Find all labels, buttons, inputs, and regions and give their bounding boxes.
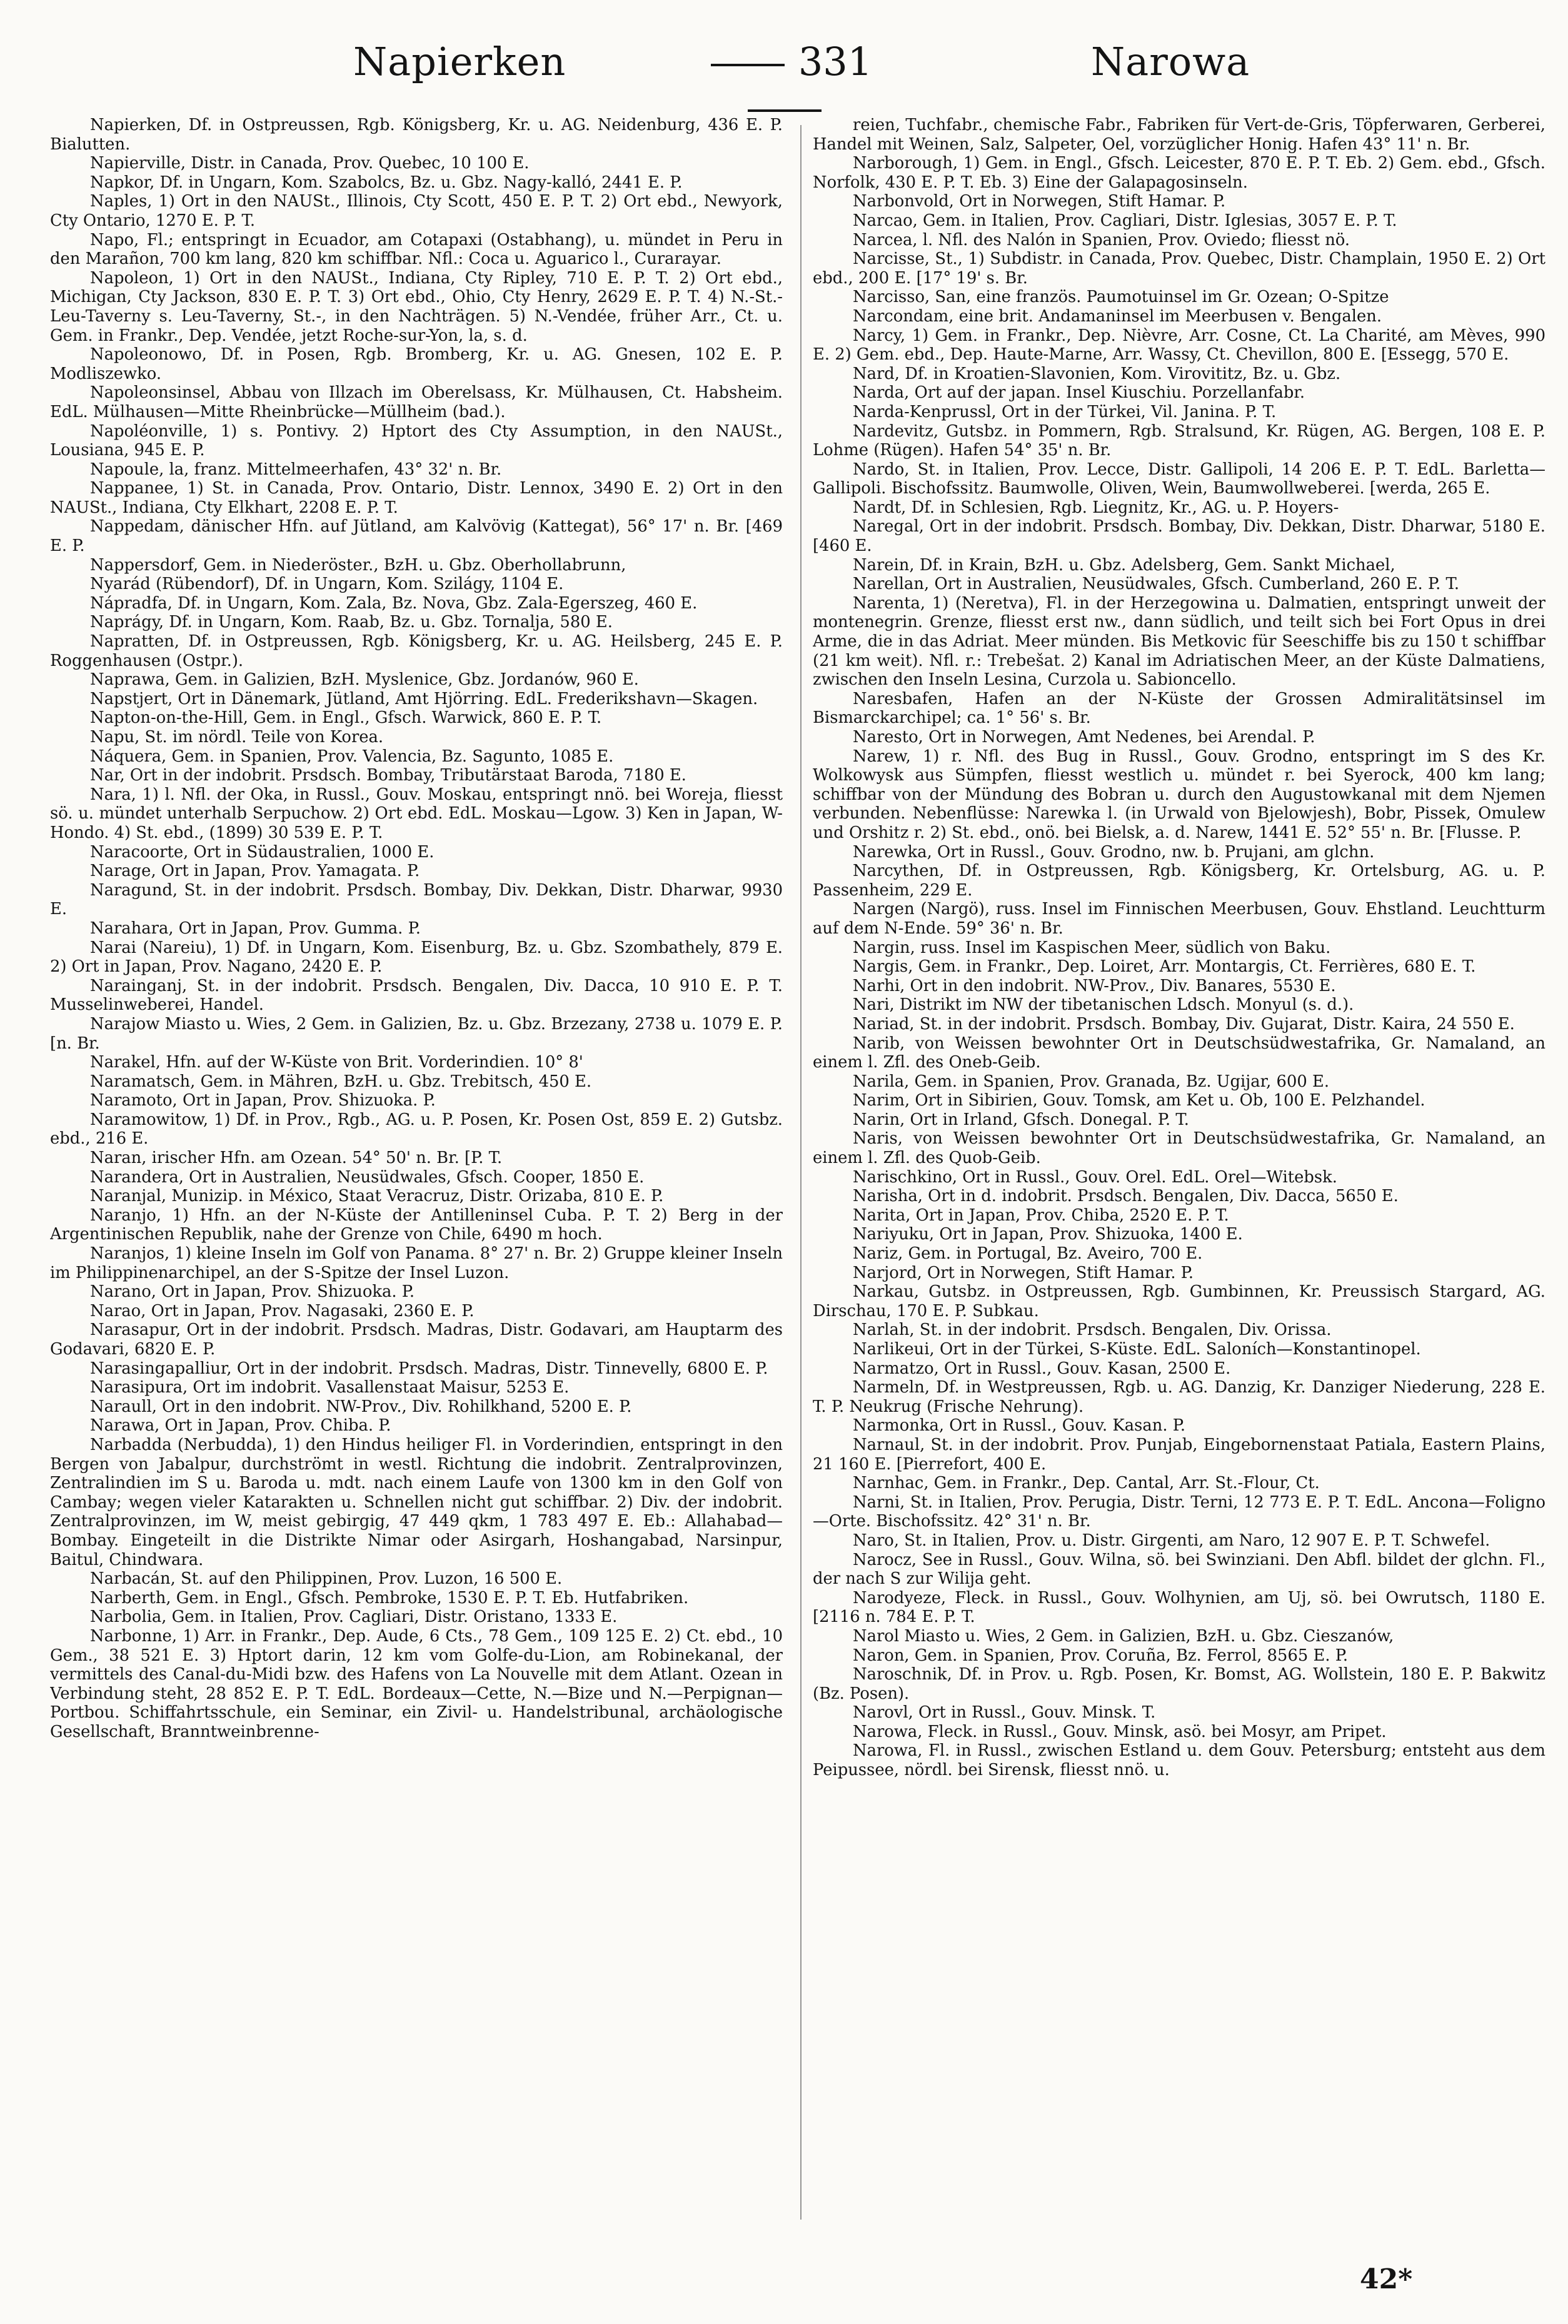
dictionary-entry: Naraull, Ort in den indobrit. NW-Prov., Div. Rohilkhand, 5200 E. P. [90,1397,632,1416]
dictionary-entry: Narhi, Ort in den indobrit. NW-Prov., Div. Banares, 5530 E. [853,976,1336,995]
dictionary-entry: Nappanee, 1) St. in Canada, Prov. Ontario, Distr. Lennox, 3490 E. 2) Ort in den NAUSt., Indiana, Cty Elkhart, 2208 E. P. T. [50,479,783,517]
dictionary-entry: Narovl, Ort in Russl., Gouv. Minsk. T. [853,1703,1156,1723]
dictionary-entry: Napstjert, Ort in Dänemark, Jütland, Amt Hjörring. EdL. Frederikshavn—Skagen. [90,689,758,708]
dictionary-entry: Nappedam, dänischer Hfn. auf Jütland, am Kalvövig (Kattegat), 56° 17' n. Br. [469 E. P. [50,517,783,556]
dictionary-entry: Narcondam, eine brit. Andamaninsel im Meerbusen v. Bengalen. [853,306,1382,326]
signature-mark: 42* [1360,2263,1413,2295]
dictionary-entry: Narcea, l. Nfl. des Nalón in Spanien, Prov. Oviedo; fliesst nö. [853,230,1350,249]
dictionary-entry: Narowa, Fleck. in Russl., Gouv. Minsk, asö. bei Mosyr, am Pripet. [853,1722,1387,1741]
dictionary-entry: Napoleonowo, Df. in Posen, Rgb. Bromberg, Kr. u. AG. Gnesen, 102 E. P. Modliszewko. [50,345,783,383]
dictionary-entry: Nari, Distrikt im NW der tibetanischen Ldsch. Monyul (s. d.). [853,995,1354,1015]
dictionary-entry: Narberth, Gem. in Engl., Gfsch. Pembroke, 1530 E. P. T. Eb. Hutfabriken. [90,1588,689,1607]
dictionary-entry: Naresbafen, Hafen an der N-Küste der Grossen Admiralitätsinsel im Bismarckarchipel; ca. 1° 56' s. Br. [813,689,1545,728]
dictionary-entry: Narnhac, Gem. in Frankr., Dep. Cantal, Arr. St.-Flour, Ct. [853,1474,1320,1493]
dictionary-entry: Narano, Ort in Japan, Prov. Shizuoka. P. [90,1282,415,1302]
dictionary-entry: Narbadda (Nerbudda), 1) den Hindus heiliger Fl. in Vorderindien, entspringt in den Bergen von Jabalpur, durchströmt in westl. Richtung die indobrit. Zentralprovinzen, Zentralindien im S u. Baroda u. mdt. nach einem Laufe von 1300 km in den Golf von Cambay; wegen vieler Katarakten u. Schnellen nicht gut schiffbar. 2) Div. der indobrit. Zentralprovinzen, im W, meist gebirgig, 47 449 qkm, 1 783 497 E. Eb.: Allahabad—Bombay. Eingeteilt in die Distrikte Nimar oder Asirgarh, Hoshangabad, Narsinpur, Baitul, Chindwara. [50,1435,783,1569]
dictionary-entry: Narnaul, St. in der indobrit. Prov. Punjab, Eingebornenstaat Patiala, Eastern Plains, 21 160 E. [Pierrefort, 400 E. [813,1435,1545,1474]
dictionary-entry: Narajow Miasto u. Wies, 2 Gem. in Galizien, Bz. u. Gbz. Brzezany, 2738 u. 1079 E. P. [n. Br. [50,1014,783,1053]
header-rule-left [711,64,785,66]
dictionary-entry: Narasipura, Ort im indobrit. Vasallenstaat Maisur, 5253 E. [90,1378,570,1397]
dictionary-entry: Naracoorte, Ort in Südaustralien, 1000 E. [90,842,435,862]
dictionary-entry: Narjord, Ort in Norwegen, Stift Hamar. P. [853,1263,1194,1282]
dictionary-entry: Naroschnik, Df. in Prov. u. Rgb. Posen, Kr. Bomst, AG. Wollstein, 180 E. P. Bakwitz (Bz. Posen). [813,1665,1545,1703]
dictionary-entry: Narisha, Ort in d. indobrit. Prsdsch. Bengalen, Div. Dacca, 5650 E. [853,1187,1399,1206]
dictionary-entry: Narasapur, Ort in der indobrit. Prsdsch. Madras, Distr. Godavari, am Hauptarm des Godavari, 6820 E. P. [50,1320,783,1359]
dictionary-entry: Narein, Df. in Krain, BzH. u. Gbz. Adelsberg, Gem. Sankt Michael, [853,555,1395,575]
dictionary-entry: Nargis, Gem. in Frankr., Dep. Loiret, Arr. Montargis, Ct. Ferrières, 680 E. T. [853,957,1476,977]
dictionary-entry: Narocz, See in Russl., Gouv. Wilna, sö. bei Swinziani. Den Abfl. bildet der glchn. Fl., der nach S zur Wilija geht. [813,1550,1545,1589]
dictionary-entry: Narda-Kenprussl, Ort in der Türkei, Vil. Janina. P. T. [853,402,1277,421]
dictionary-entry: Narage, Ort in Japan, Prov. Yamagata. P. [90,862,420,881]
dictionary-entry: Naples, 1) Ort in den NAUSt., Illinois, Cty Scott, 450 E. P. T. 2) Ort ebd., Newyork, Cty Ontario, 1270 E. P. T. [50,192,783,230]
dictionary-entry: Naragund, St. in der indobrit. Prsdsch. Bombay, Div. Dekkan, Distr. Dharwar, 9930 E. [50,880,783,919]
dictionary-entry: Narew, 1) r. Nfl. des Bug in Russl., Gouv. Grodno, entspringt im S des Kr. Wolkowysk aus Sümpfen, fliesst westlich u. mündet r. bei Syerock, 400 km lang; schiffbar von der Mündung des Bobran u. durch den Augustowkanal mit dem Njemen verbunden. Nebenflüsse: Narewka l. (in Urwald von Bjelowjesh), Bobr, Pissek, Omulew und Orshitz r. 2) St. ebd., onö. bei Bielsk, a. d. Narew, 1441 E. 52° 55' n. Br. [Flusse. P. [813,747,1545,842]
dictionary-entry: Narila, Gem. in Spanien, Prov. Granada, Bz. Ugijar, 600 E. [853,1072,1330,1091]
dictionary-entry: Narborough, 1) Gem. in Engl., Gfsch. Leicester, 870 E. P. T. Eb. 2) Gem. ebd., Gfsch. Norfolk, 430 E. P. T. Eb. 3) Eine der Galapagosinseln. [813,154,1545,192]
dictionary-entry: Narita, Ort in Japan, Prov. Chiba, 2520 E. P. T. [853,1205,1229,1225]
dictionary-entry: Narowa, Fl. in Russl., zwischen Estland u. dem Gouv. Petersburg; entsteht aus dem Peipussee, nördl. bei Sirensk, fliesst nnö. u. [813,1741,1545,1780]
running-head-left: Napierken [353,39,566,84]
dictionary-entry: Narcythen, Df. in Ostpreussen, Rgb. Königsberg, Kr. Ortelsburg, AG. u. P. Passenheim, 229 E. [813,862,1545,900]
dictionary-entry: Napierville, Distr. in Canada, Prov. Quebec, 10 100 E. [90,154,530,173]
dictionary-entry: Narcisse, St., 1) Subdistr. in Canada, Prov. Quebec, Distr. Champlain, 1950 E. 2) Ort ebd., 200 E. [17° 19' s. Br. [813,249,1545,288]
dictionary-entry: Naramatsch, Gem. in Mähren, BzH. u. Gbz. Trebitsch, 450 E. [90,1072,592,1091]
dictionary-entry: Nardt, Df. in Schlesien, Rgb. Liegnitz, Kr., AG. u. P. Hoyers- [853,498,1339,517]
dictionary-entry: Narischkino, Ort in Russl., Gouv. Orel. EdL. Orel—Witebsk. [853,1167,1338,1187]
dictionary-entry: Nappersdorf, Gem. in Niederöster., BzH. u. Gbz. Oberhollabrunn, [90,555,626,575]
dictionary-entry: Naprawa, Gem. in Galizien, BzH. Myslenice, Gbz. Jordanów, 960 E. [90,670,639,690]
dictionary-entry: Naregal, Ort in der indobrit. Prsdsch. Bombay, Div. Dekkan, Distr. Dharwar, 5180 E. [460 E. [813,517,1545,556]
dictionary-entry: Narmeln, Df. in Westpreussen, Rgb. u. AG. Danzig, Kr. Danziger Niederung, 228 E. T. P. Neukrug (Frische Nehrung). [813,1378,1545,1416]
dictionary-entry: Narkau, Gutsbz. in Ostpreussen, Rgb. Gumbinnen, Kr. Preussisch Stargard, AG. Dirschau, 170 E. P. Subkau. [813,1282,1545,1320]
dictionary-entry: Narol Miasto u. Wies, 2 Gem. in Galizien, BzH. u. Gbz. Cieszanów, [853,1626,1394,1646]
dictionary-entry: Narasingapalliur, Ort in der indobrit. Prsdsch. Madras, Distr. Tinnevelly, 6800 E. P. [90,1359,768,1378]
page-header [0,0,1568,119]
dictionary-entry: Náquera, Gem. in Spanien, Prov. Valencia, Bz. Sagunto, 1085 E. [90,747,614,766]
dictionary-entry: Napoleonsinsel, Abbau von Illzach im Oberelsass, Kr. Mülhausen, Ct. Habsheim. EdL. Mülhausen—Mitte Rheinbrücke—Müllheim (bad.). [50,383,783,421]
dictionary-entry: Naron, Gem. in Spanien, Prov. Coruña, Bz. Ferrol, 8565 E. P. [853,1646,1349,1665]
dictionary-entry: Nariyuku, Ort in Japan, Prov. Shizuoka, 1400 E. [853,1225,1243,1244]
dictionary-entry: Napton-on-the-Hill, Gem. in Engl., Gfsch. Warwick, 860 E. P. T. [90,708,602,728]
dictionary-entry: Nariad, St. in der indobrit. Prsdsch. Bombay, Div. Gujarat, Distr. Kaira, 24 550 E. [853,1014,1515,1034]
dictionary-entry: Naresto, Ort in Norwegen, Amt Nedenes, bei Arendal. P. [853,728,1315,747]
dictionary-entry: Naranjo, 1) Hfn. an der N-Küste der Antilleninsel Cuba. P. T. 2) Berg in der Argentinischen Republik, nahe der Grenze von Chile, 6490 m hoch. [50,1205,783,1244]
dictionary-entry: Narai (Nareiu), 1) Df. in Ungarn, Kom. Eisenburg, Bz. u. Gbz. Szombathely, 879 E. 2) Ort in Japan, Prov. Nagano, 2420 E. P. [50,938,783,977]
dictionary-entry: Nar, Ort in der indobrit. Prsdsch. Bombay, Tributärstaat Baroda, 7180 E. [90,766,686,785]
dictionary-entry: Narbacán, St. auf den Philippinen, Prov. Luzon, 16 500 E. [90,1569,563,1589]
dictionary-entry: Napo, Fl.; entspringt in Ecuador, am Cotapaxi (Ostabhang), u. mündet in Peru in den Marañon, 700 km lang, 820 km schiffbar. Nfl.: Coca u. Aguarico l., Curarayar. [50,230,783,269]
dictionary-entry: Narmatzo, Ort in Russl., Gouv. Kasan, 2500 E. [853,1359,1231,1378]
dictionary-entry: Nara, 1) l. Nfl. der Oka, in Russl., Gouv. Moskau, entspringt nnö. bei Woreja, fliesst sö. u. mündet unterhalb Serpuchow. 2) Ort ebd. EdL. Moskau—Lgow. 3) Ken in Japan, W-Hondo. 4) St. ebd., (1899) 30 539 E. P. T. [50,785,783,842]
dictionary-entry: Narandera, Ort in Australien, Neusüdwales, Gfsch. Cooper, 1850 E. [90,1167,645,1187]
header-rule-right [748,109,822,112]
dictionary-entry: Napkor, Df. in Ungarn, Kom. Szabolcs, Bz. u. Gbz. Nagy-kalló, 2441 E. P. [90,173,683,192]
page-number-text: 331 [798,39,873,84]
dictionary-entry: Nardo, St. in Italien, Prov. Lecce, Distr. Gallipoli, 14 206 E. P. T. EdL. Barletta—Gallipoli. Bischofssitz. Baumwolle, Oliven, Wein, Baumwollweberei. [werda, 265 E. [813,460,1545,498]
dictionary-entry: Narmonka, Ort in Russl., Gouv. Kasan. P. [853,1416,1186,1436]
dictionary-entry: Narlikeui, Ort in der Türkei, S-Küste. EdL. Saloních—Konstantinopel. [853,1340,1421,1359]
dictionary-entry: Nápradfa, Df. in Ungarn, Kom. Zala, Bz. Nova, Gbz. Zala-Egerszeg, 460 E. [90,593,698,613]
dictionary-entry: Napratten, Df. in Ostpreussen, Rgb. Königsberg, Kr. u. AG. Heilsberg, 245 E. P. Roggenhausen (Ostpr.). [50,632,783,670]
dictionary-entry: Narcao, Gem. in Italien, Prov. Cagliari, Distr. Iglesias, 3057 E. P. T. [853,211,1397,230]
dictionary-entry: Naprágy, Df. in Ungarn, Kom. Raab, Bz. u. Gbz. Tornalja, 580 E. [90,613,613,632]
dictionary-entry: reien, Tuchfabr., chemische Fabr., Fabriken für Vert-de-Gris, Töpferwaren, Gerberei, Handel mit Weinen, Salz, Salpeter, Oel, vorzüglicher Honig. Hafen 43° 11' n. Br. [813,116,1545,154]
dictionary-entry: Nariz, Gem. in Portugal, Bz. Aveiro, 700 E. [853,1244,1203,1264]
dictionary-entry: Napoule, la, franz. Mittelmeerhafen, 43° 32' n. Br. [90,460,502,479]
dictionary-entry: Narodyeze, Fleck. in Russl., Gouv. Wolhynien, am Uj, sö. bei Owrutsch, 1180 E. [2116 n. 784 E. P. T. [813,1588,1545,1627]
dictionary-entry: Naramowitow, 1) Df. in Prov., Rgb., AG. u. P. Posen, Kr. Posen Ost, 859 E. 2) Gutsbz. ebd., 216 E. [50,1110,783,1149]
dictionary-entry: Narcisso, San, eine französ. Paumotuinsel im Gr. Ozean; O-Spitze [853,288,1389,307]
dictionary-entry: Napoléonville, 1) s. Pontivy. 2) Hptort des Cty Assumption, in den NAUSt., Lousiana, 945 E. P. [50,421,783,460]
dictionary-entry: Narin, Ort in Irland, Gfsch. Donegal. P. T. [853,1110,1189,1129]
dictionary-entry: Naramoto, Ort in Japan, Prov. Shizuoka. P. [90,1091,436,1110]
dictionary-entry: Nard, Df. in Kroatien-Slavonien, Kom. Virovititz, Bz. u. Gbz. [853,364,1341,383]
dictionary-entry: Nargin, russ. Insel im Kaspischen Meer, südlich von Baku. [853,938,1331,957]
dictionary-entry: Narbonne, 1) Arr. in Frankr., Dep. Aude, 6 Cts., 78 Gem., 109 125 E. 2) Ct. ebd., 10 Gem., 38 521 E. 3) Hptort darin, 12 km vom Golfe-du-Lion, am Robinekanal, der vermittels des Canal-du-Midi bzw. des Hafens von La Nouvelle mit dem Atlant. Ozean in Verbindung steht, 28 852 E. P. T. EdL. Bordeaux—Cette, N.—Bize und N.—Perpignan—Portbou. Schiffahrtsschule, ein Seminar, ein Zivil- u. Handelstribunal, archäologische Gesellschaft, Branntweinbrenne- [50,1626,783,1741]
running-head-right: Narowa [1091,39,1250,84]
right-column [813,116,1545,2229]
dictionary-entry: Naran, irischer Hfn. am Ozean. 54° 50' n. Br. [P. T. [90,1149,503,1168]
dictionary-entry: Naranjos, 1) kleine Inseln im Golf von Panama. 8° 27' n. Br. 2) Gruppe kleiner Inseln im Philippinenarchipel, an der S-Spitze der Insel Luzon. [50,1244,783,1282]
dictionary-entry: Nardevitz, Gutsbz. in Pommern, Rgb. Stralsund, Kr. Rügen, AG. Bergen, 108 E. P. Lohme (Rügen). Hafen 54° 35' n. Br. [813,421,1545,460]
dictionary-entry: Narahara, Ort in Japan, Prov. Gumma. P. [90,918,421,938]
column-divider [800,125,802,2220]
dictionary-entry: Naro, St. in Italien, Prov. u. Distr. Girgenti, am Naro, 12 907 E. P. T. Schwefel. [853,1531,1490,1550]
dictionary-entry: Narni, St. in Italien, Prov. Perugia, Distr. Terni, 12 773 E. P. T. EdL. Ancona—Foligno—Orte. Bischofssitz. 42° 31' n. Br. [813,1492,1545,1531]
dictionary-entry: Narbonvold, Ort in Norwegen, Stift Hamar. P. [853,192,1226,211]
dictionary-entry: Napierken, Df. in Ostpreussen, Rgb. Königsberg, Kr. u. AG. Neidenburg, 436 E. P. Bialutten. [50,116,783,154]
dictionary-entry: Narim, Ort in Sibirien, Gouv. Tomsk, am Ket u. Ob, 100 E. Pelzhandel. [853,1091,1425,1110]
dictionary-entry: Narewka, Ort in Russl., Gouv. Grodno, nw. b. Prujani, am glchn. [853,842,1375,862]
dictionary-entry: Narao, Ort in Japan, Prov. Nagasaki, 2360 E. P. [90,1301,475,1320]
dictionary-entry: Narlah, St. in der indobrit. Prsdsch. Bengalen, Div. Orissa. [853,1320,1332,1340]
dictionary-entry: Narcy, 1) Gem. in Frankr., Dep. Nièvre, Arr. Cosne, Ct. La Charité, am Mèves, 990 E. 2) Gem. ebd., Dep. Haute-Marne, Arr. Wassy, Ct. Chevillon, 800 E. [Essegg, 570 E. [813,326,1545,365]
dictionary-entry: Narib, von Weissen bewohnter Ort in Deutschsüdwestafrika, Gr. Namaland, an einem l. Zfl. des Oneb-Geib. [813,1034,1545,1072]
dictionary-entry: Nargen (Nargö), russ. Insel im Finnischen Meerbusen, Gouv. Ehstland. Leuchtturm auf dem N-Ende. 59° 36' n. Br. [813,900,1545,938]
dictionary-entry: Naranjal, Munizip. in México, Staat Veracruz, Distr. Orizaba, 810 E. P. [90,1187,664,1206]
left-column [50,116,783,2229]
dictionary-entry: Narellan, Ort in Australien, Neusüdwales, Gfsch. Cumberland, 260 E. P. T. [853,575,1460,594]
dictionary-entry: Narawa, Ort in Japan, Prov. Chiba. P. [90,1416,391,1436]
dictionary-entry: Narakel, Hfn. auf der W-Küste von Brit. Vorderindien. 10° 8' [90,1053,583,1072]
dictionary-entry: Narainganj, St. in der indobrit. Prsdsch. Bengalen, Div. Dacca, 10 910 E. P. T. Musselinweberei, Handel. [50,976,783,1015]
dictionary-entry: Narda, Ort auf der japan. Insel Kiuschiu. Porzellanfabr. [853,383,1305,403]
dictionary-entry: Narenta, 1) (Neretva), Fl. in der Herzegowina u. Dalmatien, entspringt unweit der montenegrin. Grenze, fliesst erst nw., dann südlich, und teilt sich bei Fort Opus in drei Arme, die in das Adriat. Meer münden. Bis Metkovic für Seeschiffe bis zu 150 t schiffbar (21 km weit). Nfl. r.: Trebešat. 2) Kanal im Adriatischen Meer, an der Küste Dalmatiens, zwischen den Inseln Lesina, Curzola u. Sabioncello. [813,593,1545,690]
dictionary-entry: Naris, von Weissen bewohnter Ort in Deutschsüdwestafrika, Gr. Namaland, an einem l. Zfl. des Quob-Geib. [813,1129,1545,1168]
dictionary-entry: Nyarád (Rübendorf), Df. in Ungarn, Kom. Szilágy, 1104 E. [90,575,564,594]
dictionary-entry: Napoleon, 1) Ort in den NAUSt., Indiana, Cty Ripley, 710 E. P. T. 2) Ort ebd., Michigan, Cty Jackson, 830 E. P. T. 3) Ort ebd., Ohio, Cty Henry, 2629 E. P. T. 4) N.-St.-Leu-Taverny s. Leu-Taverny, St.-, in den Nachträgen. 5) N.-Vendée, früher Arr., Ct. u. Gem. in Frankr., Dep. Vendée, jetzt Roche-sur-Yon, la, s. d. [50,268,783,345]
dictionary-entry: Narbolia, Gem. in Italien, Prov. Cagliari, Distr. Oristano, 1333 E. [90,1607,618,1627]
dictionary-entry: Napu, St. im nördl. Teile von Korea. [90,728,384,747]
